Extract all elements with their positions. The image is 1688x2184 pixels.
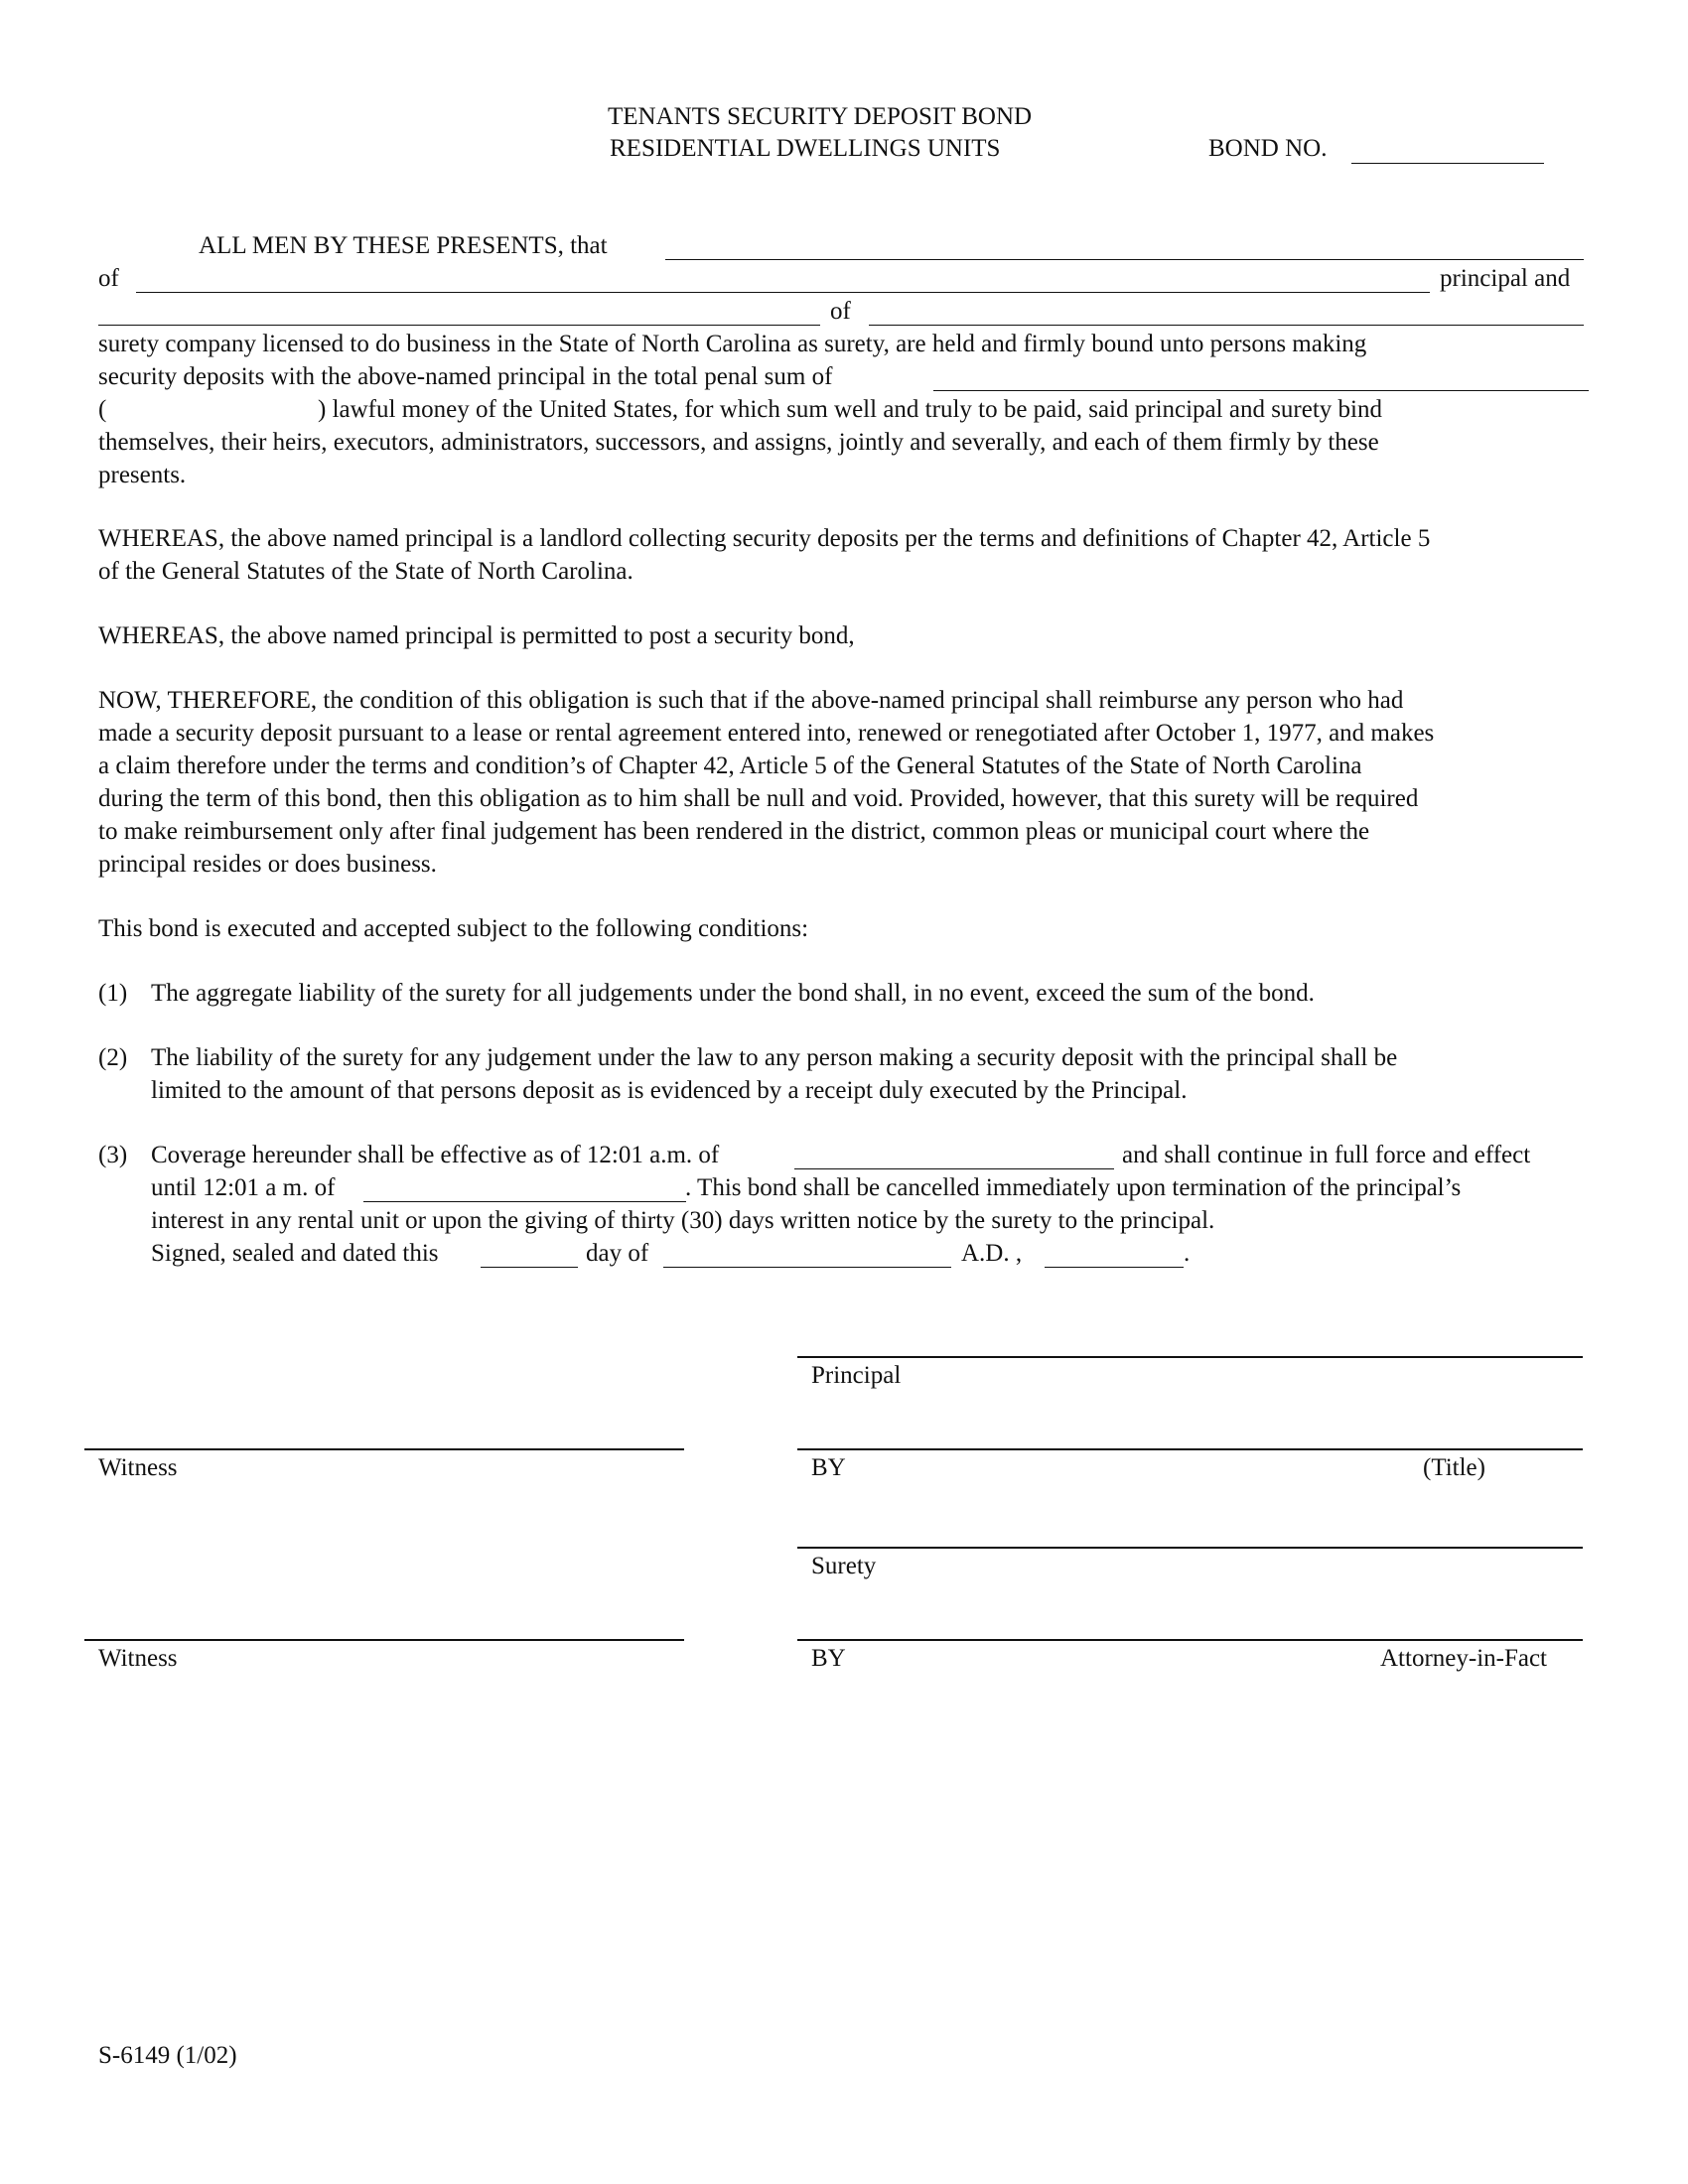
- paren-open: (: [98, 396, 107, 423]
- surety-label: Surety: [811, 1553, 877, 1579]
- witness-1-label: Witness: [98, 1454, 178, 1481]
- by-label-2: BY: [811, 1645, 846, 1672]
- now-therefore-line-1: NOW, THEREFORE, the condition of this obligation is such that if the above-named principal shall reimburse any person who had: [98, 687, 1404, 714]
- whereas-1-line-1: WHEREAS, the above named principal is a landlord collecting security deposits per the terms and definitions of Chapter 42, Article 5: [98, 525, 1431, 552]
- ad-text: A.D. ,: [961, 1240, 1023, 1267]
- bond-no-label: BOND NO.: [1208, 135, 1328, 162]
- condition-3-number: (3): [98, 1142, 128, 1168]
- conditions-intro: This bond is executed and accepted subject to the following conditions:: [98, 915, 809, 942]
- condition-3-line-1a: Coverage hereunder shall be effective as of 12:01 a.m. of: [151, 1142, 720, 1168]
- surety-address-field[interactable]: [869, 325, 1584, 326]
- by-label-1: BY: [811, 1454, 846, 1481]
- surety-name-field[interactable]: [98, 325, 820, 326]
- now-therefore-line-5: to make reimbursement only after final judgement has been rendered in the district, common pleas or municipal court where the: [98, 818, 1370, 845]
- signed-month-field[interactable]: [663, 1267, 951, 1268]
- title-line-2: RESIDENTIAL DWELLINGS UNITS: [610, 135, 1001, 162]
- attorney-in-fact-label: Attorney-in-Fact: [1380, 1645, 1548, 1672]
- penal-sum-words-field[interactable]: [933, 390, 1589, 391]
- signed-period: .: [1184, 1240, 1191, 1267]
- now-therefore-line-4: during the term of this bond, then this obligation as to him shall be null and void. Provided, however, that this surety will be required: [98, 785, 1419, 812]
- witness-2-label: Witness: [98, 1645, 178, 1672]
- of-label-1: of: [98, 265, 119, 292]
- bond-no-field[interactable]: [1351, 163, 1544, 164]
- surety-signature-line[interactable]: [797, 1547, 1583, 1549]
- whereas-2: WHEREAS, the above named principal is permitted to post a security bond,: [98, 622, 855, 649]
- expiration-date-field[interactable]: [363, 1201, 686, 1202]
- principal-and-label: principal and: [1440, 265, 1571, 292]
- principal-label: Principal: [811, 1362, 902, 1389]
- condition-3-line-3: interest in any rental unit or upon the giving of thirty (30) days written notice by the surety to the principal.: [151, 1207, 1215, 1234]
- principal-name-field[interactable]: [665, 259, 1584, 260]
- principal-signature-line[interactable]: [797, 1356, 1583, 1358]
- now-therefore-line-3: a claim therefore under the terms and condition’s of Chapter 42, Article 5 of the General Statutes of the State of North Carolina: [98, 752, 1362, 779]
- intro-line-5: security deposits with the above-named principal in the total penal sum of: [98, 363, 833, 390]
- intro-line-6: ) lawful money of the United States, for which sum well and truly to be paid, said principal and surety bind: [318, 396, 1382, 423]
- title-label: (Title): [1423, 1454, 1485, 1481]
- now-therefore-line-6: principal resides or does business.: [98, 851, 437, 878]
- witness-1-signature-line[interactable]: [84, 1448, 684, 1450]
- intro-line-8: presents.: [98, 462, 187, 488]
- principal-by-signature-line[interactable]: [797, 1448, 1583, 1450]
- of-label-2: of: [830, 298, 851, 325]
- surety-by-signature-line[interactable]: [797, 1639, 1583, 1641]
- condition-3-line-2b: . This bond shall be cancelled immediately upon termination of the principal’s: [685, 1174, 1462, 1201]
- all-men-text: ALL MEN BY THESE PRESENTS, that: [199, 232, 608, 259]
- effective-date-field[interactable]: [794, 1168, 1114, 1169]
- form-number: S-6149 (1/02): [98, 2042, 237, 2069]
- condition-2-line-1: The liability of the surety for any judgement under the law to any person making a security deposit with the principal shall be: [151, 1044, 1398, 1071]
- condition-2-line-2: limited to the amount of that persons deposit as is evidenced by a receipt duly executed by the Principal.: [151, 1077, 1188, 1104]
- condition-3-line-1b: and shall continue in full force and effect: [1122, 1142, 1531, 1168]
- whereas-1-line-2: of the General Statutes of the State of North Carolina.: [98, 558, 633, 585]
- now-therefore-line-2: made a security deposit pursuant to a lease or rental agreement entered into, renewed or renegotiated after October 1, 1977, and makes: [98, 720, 1435, 747]
- principal-address-field[interactable]: [136, 292, 1430, 293]
- signed-text: Signed, sealed and dated this: [151, 1240, 439, 1267]
- intro-line-7: themselves, their heirs, executors, administrators, successors, and assigns, jointly and severally, and each of them firmly by these: [98, 429, 1379, 456]
- condition-1-number: (1): [98, 980, 128, 1007]
- witness-2-signature-line[interactable]: [84, 1639, 684, 1641]
- signed-year-field[interactable]: [1045, 1267, 1184, 1268]
- condition-3-line-2a: until 12:01 a m. of: [151, 1174, 336, 1201]
- condition-1-text: The aggregate liability of the surety for all judgements under the bond shall, in no event, exceed the sum of the bond.: [151, 980, 1315, 1007]
- intro-line-4: surety company licensed to do business in the State of North Carolina as surety, are held and firmly bound unto persons making: [98, 331, 1367, 357]
- signed-day-field[interactable]: [481, 1267, 578, 1268]
- condition-2-number: (2): [98, 1044, 128, 1071]
- title-line-1: TENANTS SECURITY DEPOSIT BOND: [608, 103, 1033, 130]
- day-of-text: day of: [586, 1240, 649, 1267]
